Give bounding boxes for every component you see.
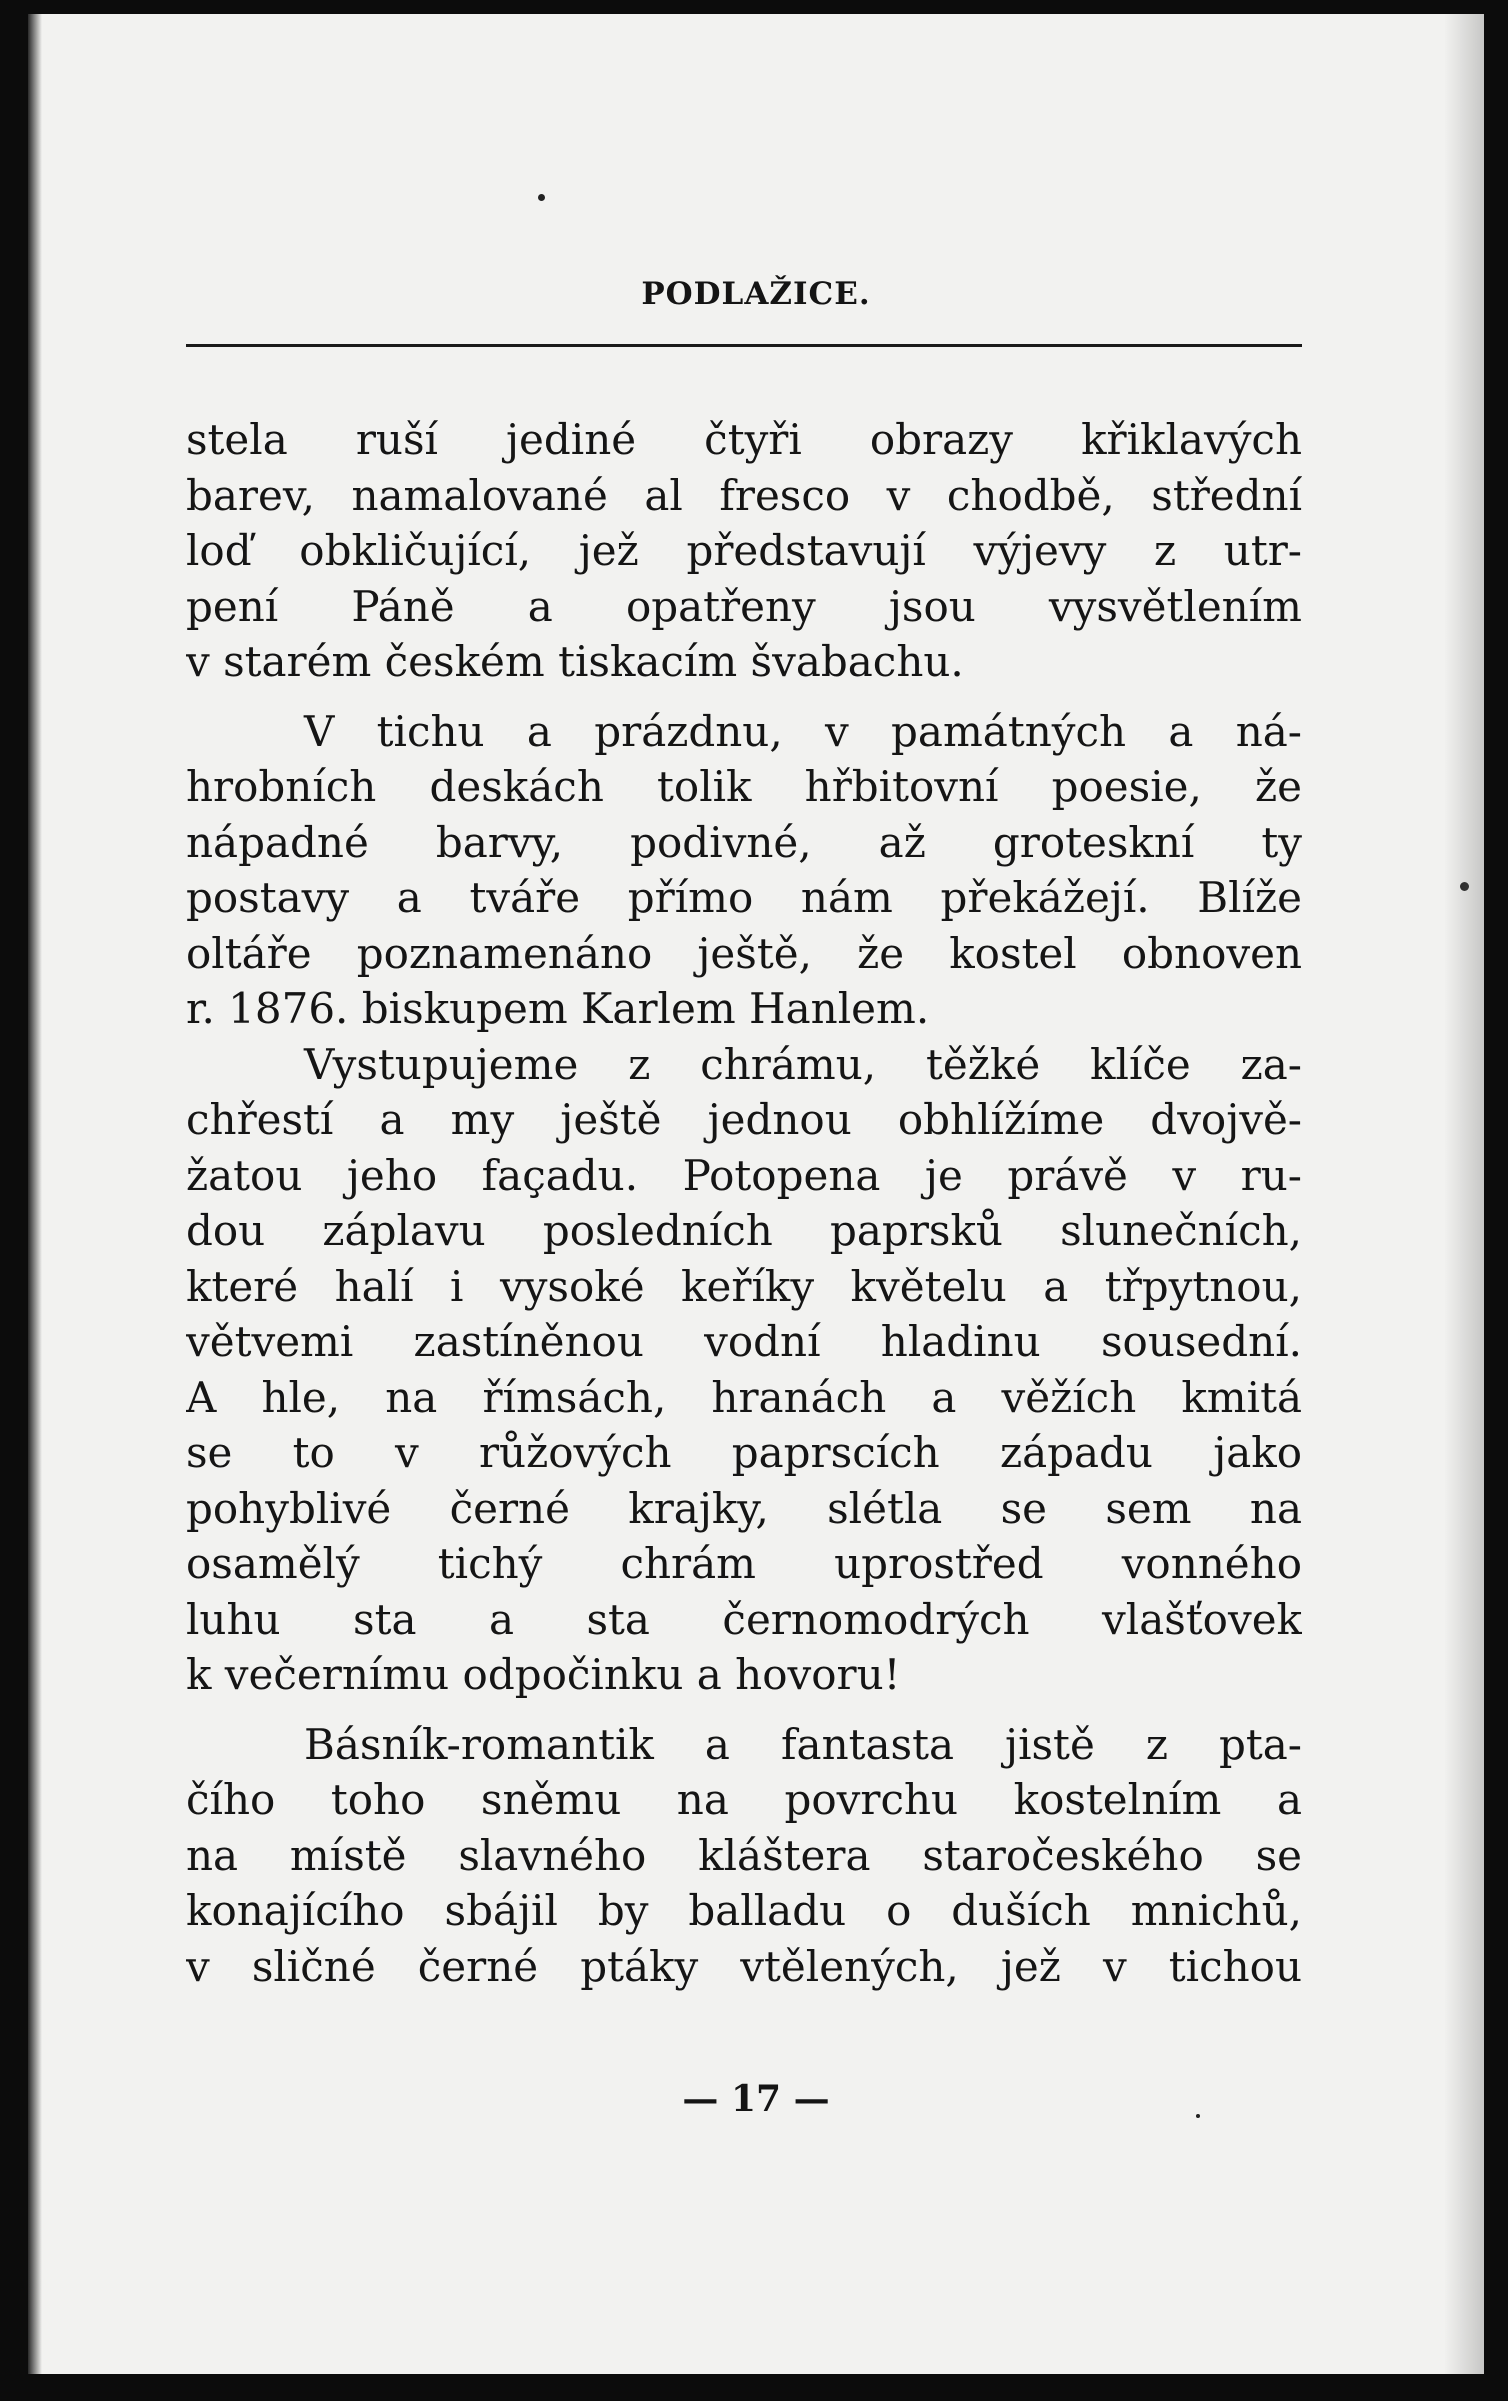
- text-line: V tichu a prázdnu, v památných a ná-: [304, 706, 1302, 756]
- text-line: pohyblivé černé krajky, slétla se sem na: [186, 1483, 1302, 1533]
- text-line: hrobních deskách tolik hřbitovní poesie, že: [186, 762, 1302, 811]
- text-line: pení Páně a opatřeny jsou vysvětlením: [186, 581, 1302, 631]
- ink-speck: [538, 194, 545, 201]
- text-line: konajícího sbájil by balladu o duších mnichů,: [186, 1886, 1302, 1935]
- text-line: větvemi zastíněnou vodní hladinu sousední.: [186, 1317, 1302, 1366]
- text-line: stela ruší jediné čtyři obrazy křiklavých: [186, 415, 1302, 464]
- header-rule: [186, 344, 1302, 347]
- text-line: postavy a tváře přímo nám překážejí. Blíže: [186, 873, 1302, 922]
- text-line: r. 1876. biskupem Karlem Hanlem.: [186, 984, 930, 1033]
- text-line: se to v růžových paprscích západu jako: [186, 1428, 1302, 1477]
- text-line: dou záplavu posledních paprsků slunečních,: [186, 1206, 1302, 1255]
- text-line: na místě slavného kláštera staročeského se: [186, 1830, 1302, 1880]
- text-line: nápadné barvy, podivné, až groteskní ty: [186, 817, 1302, 867]
- text-line: které halí i vysoké keříky květelu a třpytnou,: [186, 1261, 1302, 1311]
- text-line: osamělý tichý chrám uprostřed vonného: [186, 1539, 1302, 1588]
- text-line: chřestí a my ještě jednou obhlížíme dvojvě-: [186, 1095, 1302, 1144]
- paragraph-2: [186, 704, 1302, 1037]
- text-line: Vystupujeme z chrámu, těžké klíče za-: [304, 1039, 1302, 1089]
- page-number: — 17 —: [682, 2078, 830, 2120]
- text-line: loď obkličující, jež představují výjevy z utr-: [186, 526, 1302, 575]
- text-line: oltáře poznamenáno ještě, že kostel obnoven: [186, 928, 1302, 978]
- text-line: k večernímu odpočinku a hovoru!: [186, 1650, 901, 1699]
- text-line: čího toho sněmu na povrchu kostelním a: [186, 1775, 1302, 1824]
- text-line: žatou jeho façadu. Potopena je právě v ru-: [186, 1150, 1302, 1200]
- text-line: barev, namalované al fresco v chodbě, střední: [186, 470, 1302, 520]
- ink-speck: [1460, 882, 1469, 891]
- body-text: [186, 412, 1302, 1994]
- paragraph-4: [186, 1717, 1302, 1995]
- book-page: [28, 14, 1484, 2374]
- paragraph-3: [186, 1037, 1302, 1703]
- ink-speck: [1196, 2114, 1200, 2118]
- text-line: v starém českém tiskacím švabachu.: [186, 637, 964, 686]
- text-line: A hle, na římsách, hranách a věžích kmitá: [186, 1372, 1302, 1422]
- text-line: Básník-romantik a fantasta jistě z pta-: [304, 1719, 1302, 1769]
- running-header: PODLAŽICE.: [641, 276, 871, 312]
- paragraph-1: [186, 412, 1302, 690]
- text-line: v sličné černé ptáky vtělených, jež v tichou: [186, 1941, 1302, 1991]
- text-line: luhu sta a sta černomodrých vlašťovek: [186, 1594, 1302, 1644]
